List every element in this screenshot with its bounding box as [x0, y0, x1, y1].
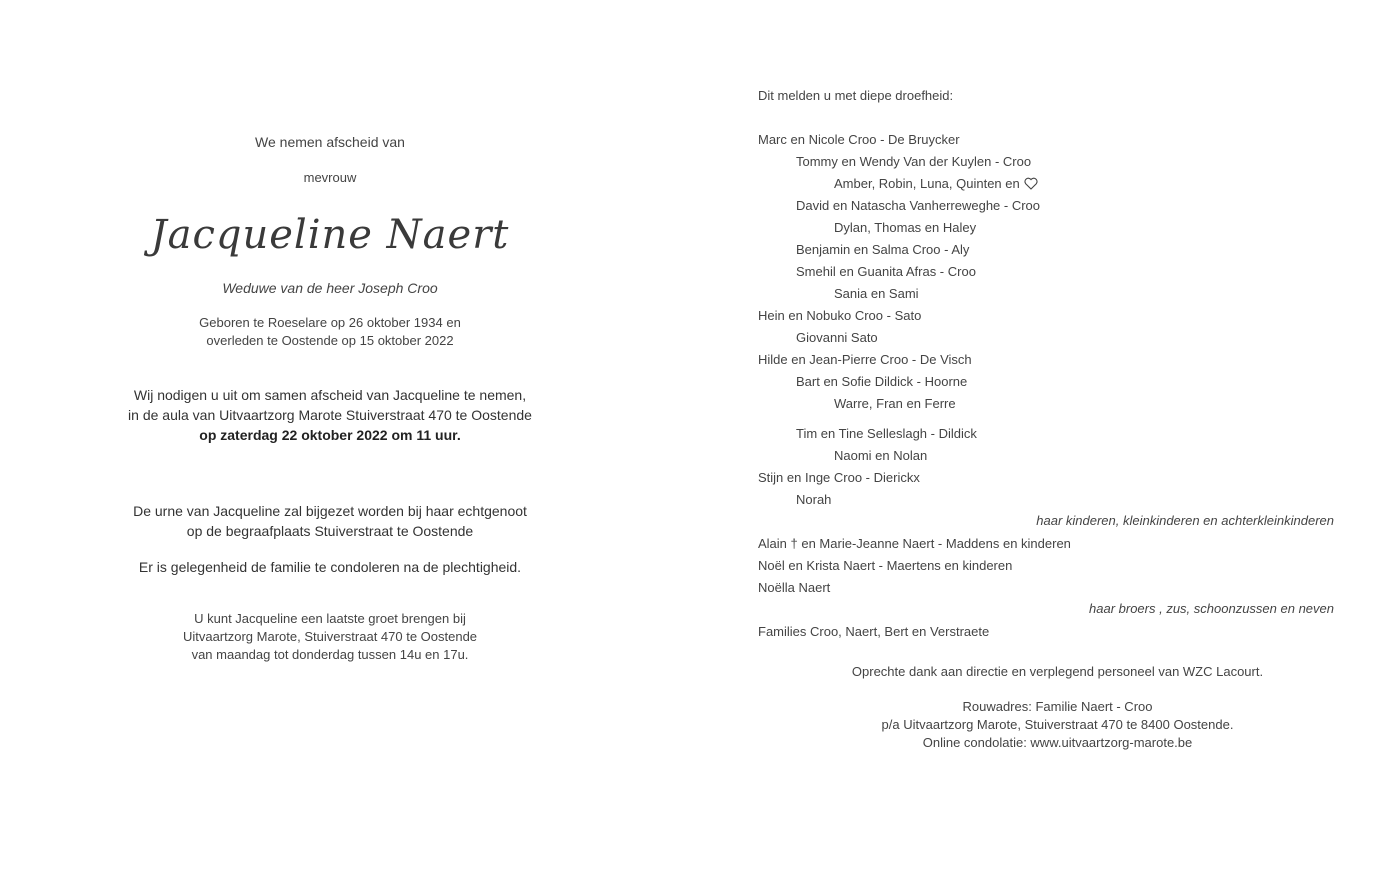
left-page — [0, 0, 660, 869]
visit-line-1: U kunt Jacqueline een laatste groet brengen bij — [194, 611, 466, 626]
family-line: Hilde en Jean-Pierre Croo - De Visch — [758, 352, 972, 367]
signature-siblings: haar broers , zus, schoonzussen en neven — [1089, 601, 1334, 616]
family-line: Dylan, Thomas en Haley — [834, 220, 977, 235]
invite-date: op zaterdag 22 oktober 2022 om 11 uur. — [199, 427, 461, 443]
urn-line-1: De urne van Jacqueline zal bijgezet worden bij haar echtgenoot — [133, 503, 527, 519]
condolence-line: Er is gelegenheid de familie te condoleren na de plechtigheid. — [138, 559, 522, 575]
announcement-heading: Dit melden u met diepe droefheid: — [758, 88, 954, 103]
family-line: Norah — [796, 492, 832, 507]
urn-line-2: op de begraafplaats Stuiverstraat te Oostende — [186, 523, 474, 539]
family-line: Warre, Fran en Ferre — [834, 396, 956, 411]
visit-line-2: Uitvaartzorg Marote, Stuiverstraat 470 te Oostende — [182, 629, 478, 644]
family-line: Naomi en Nolan — [834, 448, 928, 463]
family-line: Amber, Robin, Luna, Quinten en — [834, 176, 1020, 191]
invite-line-2: in de aula van Uitvaartzorg Marote Stuiverstraat 470 te Oostende — [128, 407, 532, 423]
sibling-line: Alain † en Marie-Jeanne Naert - Maddens en kinderen — [758, 536, 1071, 551]
family-line-with-heart — [834, 175, 1038, 195]
widow-line: Weduwe van de heer Joseph Croo — [222, 280, 438, 296]
thanks-line: Oprechte dank aan directie en verplegend personeel van WZC Lacourt. — [851, 664, 1264, 679]
right-page — [660, 0, 1398, 869]
died-line: overleden te Oostende op 15 oktober 2022 — [206, 333, 454, 348]
deceased-name: Jacqueline Naert — [150, 212, 510, 258]
address-line-2: p/a Uitvaartzorg Marote, Stuiverstraat 470 te 8400 Oostende. — [881, 717, 1234, 732]
salutation: mevrouw — [303, 170, 357, 185]
sibling-line: Noëlla Naert — [758, 580, 831, 595]
family-line: Tommy en Wendy Van der Kuylen - Croo — [796, 154, 1032, 169]
signature-children: haar kinderen, kleinkinderen en achterkleinkinderen — [1036, 513, 1334, 528]
family-line: Sania en Sami — [834, 286, 919, 301]
family-line: Benjamin en Salma Croo - Aly — [796, 242, 970, 257]
sibling-line: Noël en Krista Naert - Maertens en kinderen — [758, 558, 1013, 573]
family-line: David en Natascha Vanherreweghe - Croo — [796, 198, 1041, 213]
visit-line-3: van maandag tot donderdag tussen 14u en 17u. — [191, 647, 469, 662]
family-line: Giovanni Sato — [796, 330, 878, 345]
family-line: Bart en Sofie Dildick - Hoorne — [796, 374, 968, 389]
family-line: Tim en Tine Selleslagh - Dildick — [796, 426, 977, 441]
online-condolence: Online condolatie: www.uitvaartzorg-marote.be — [922, 735, 1193, 750]
intro-text: We nemen afscheid van — [255, 134, 405, 150]
family-line: Hein en Nobuko Croo - Sato — [758, 308, 922, 323]
family-line: Stijn en Inge Croo - Dierickx — [758, 470, 920, 485]
family-line: Smehil en Guanita Afras - Croo — [796, 264, 976, 279]
born-line: Geboren te Roeselare op 26 oktober 1934 en — [199, 315, 461, 330]
family-line: Marc en Nicole Croo - De Bruycker — [758, 132, 960, 147]
heart-icon — [1024, 177, 1038, 195]
invite-line-1: Wij nodigen u uit om samen afscheid van Jacqueline te nemen, — [133, 387, 527, 403]
families-line: Families Croo, Naert, Bert en Verstraete — [758, 624, 990, 639]
address-line-1: Rouwadres: Familie Naert - Croo — [962, 699, 1153, 714]
